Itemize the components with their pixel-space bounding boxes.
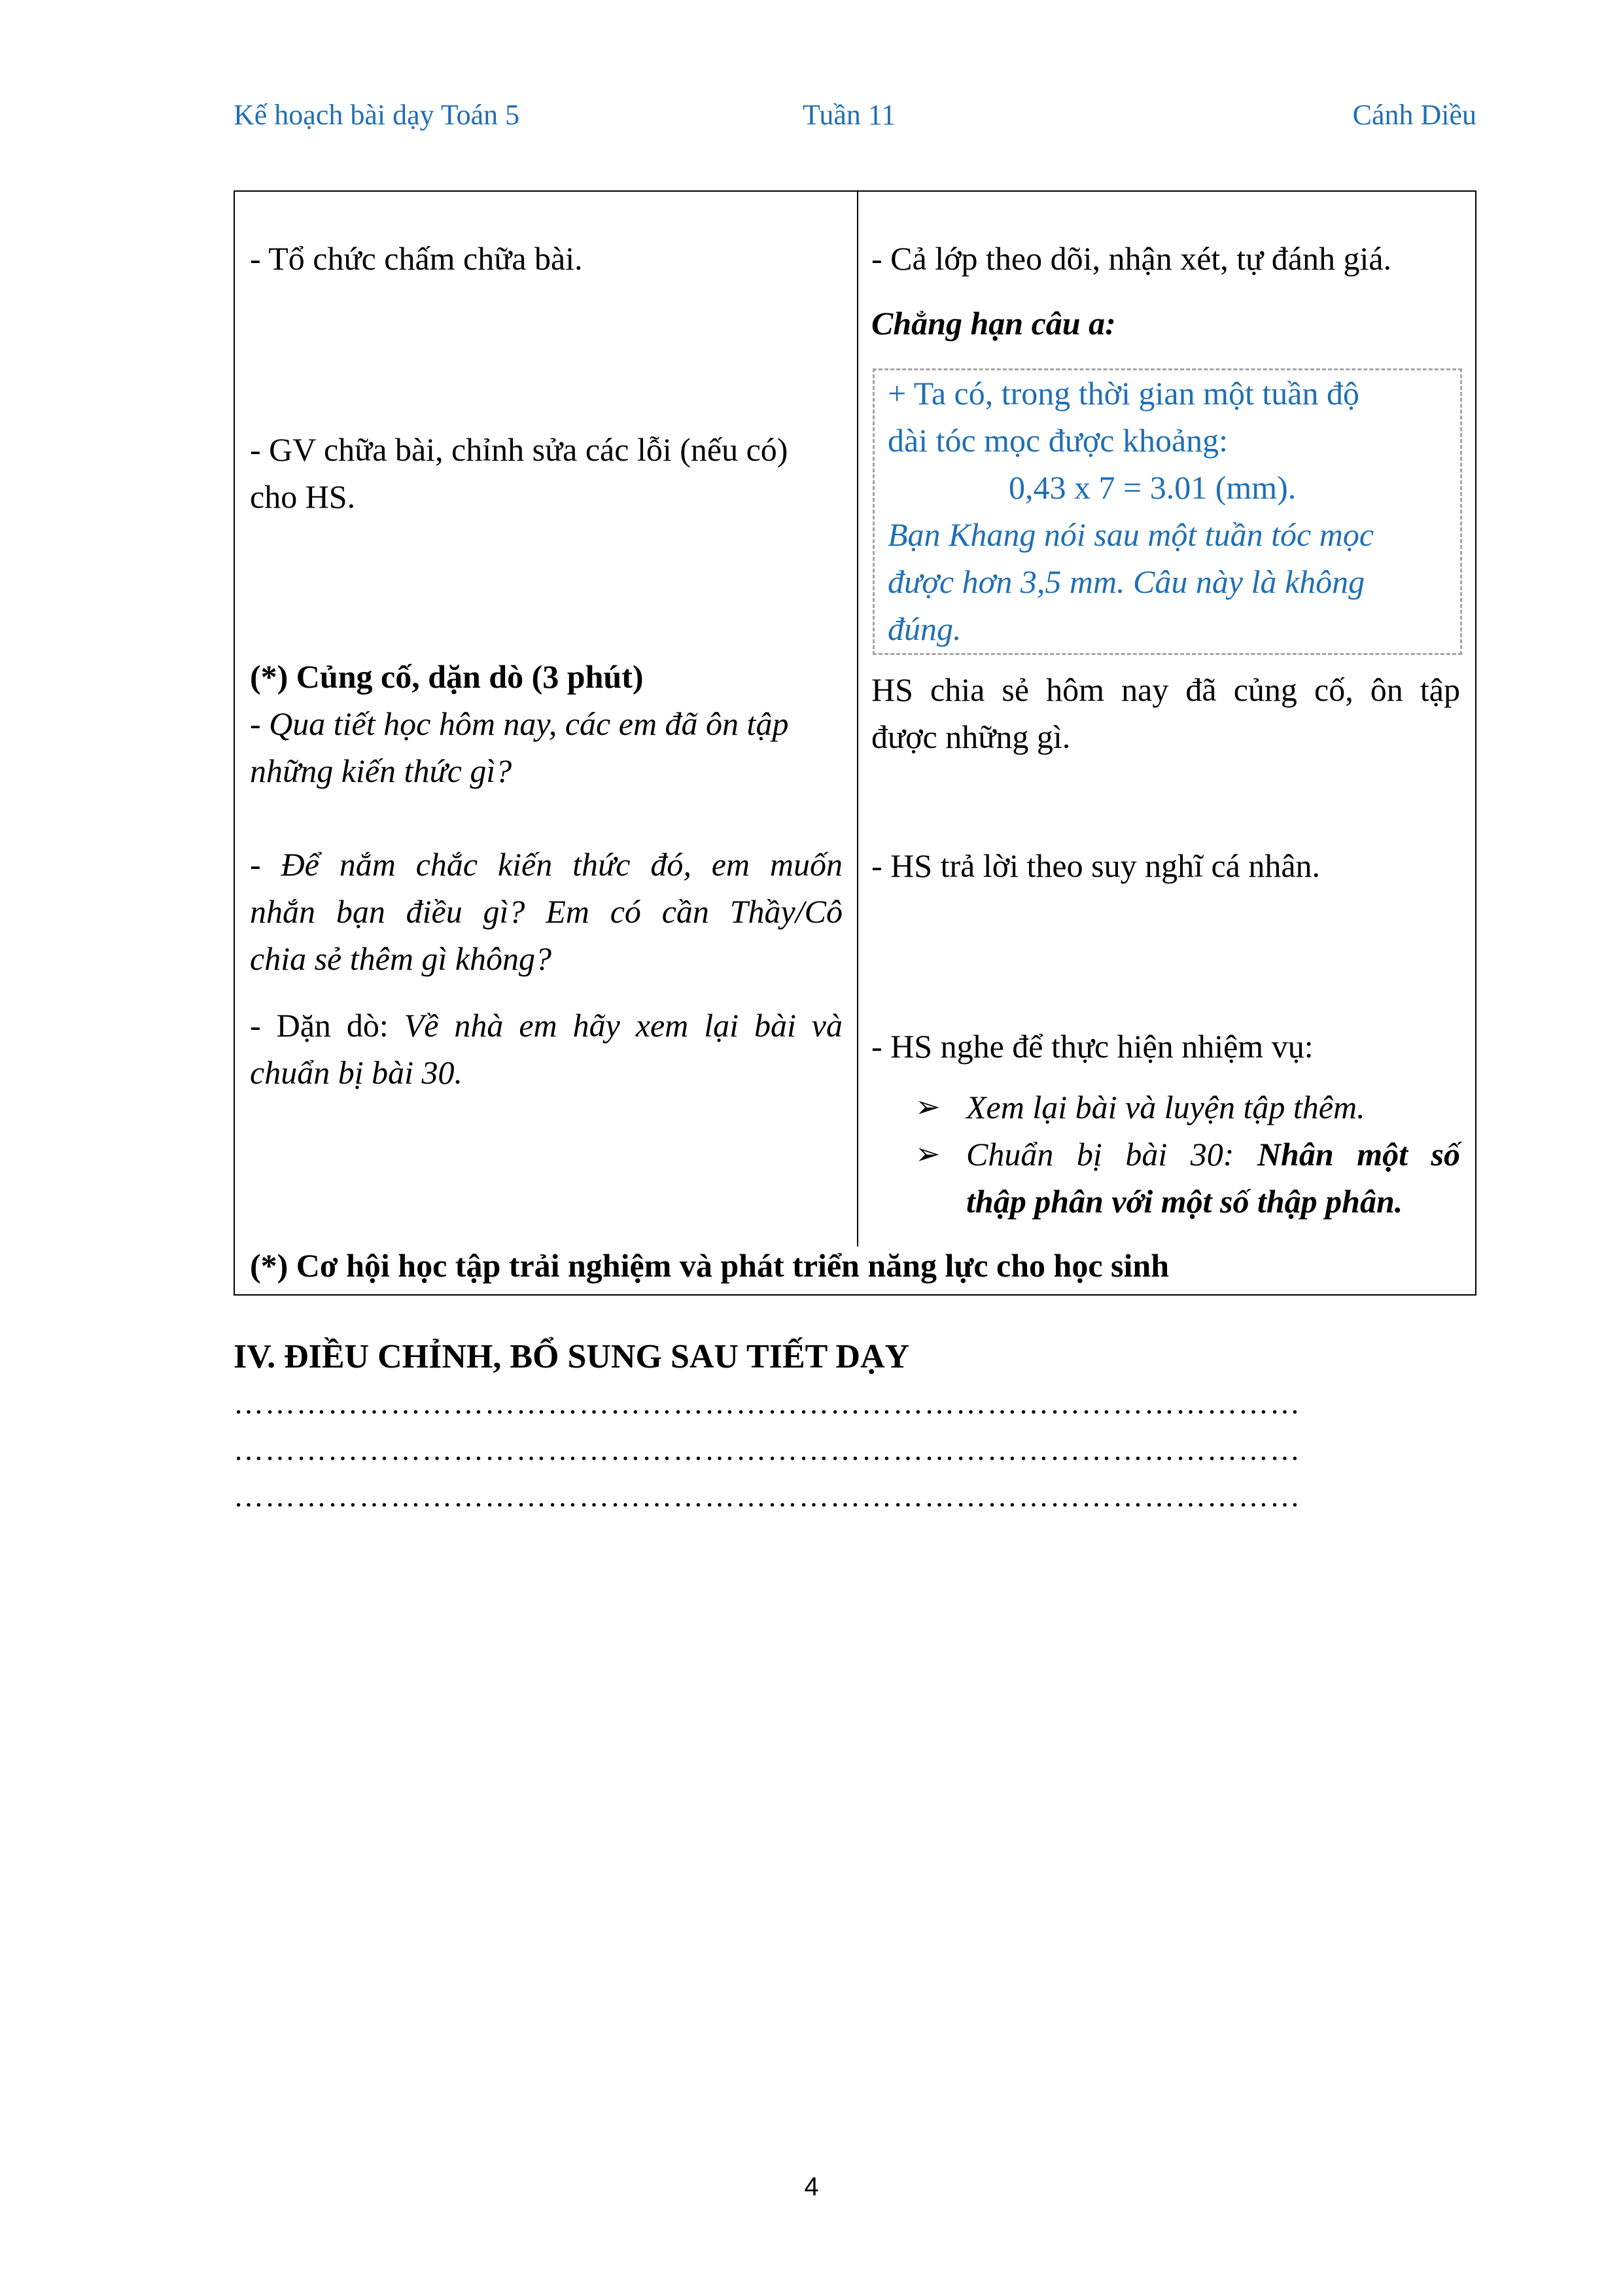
example-line6: đúng. — [888, 610, 962, 647]
bullet2-line2: thập phân với một số thập phân. — [966, 1183, 1403, 1220]
question1-line2: những kiến thức gì? — [250, 752, 512, 789]
example-line1: + Ta có, trong thời gian một tuần độ — [888, 375, 1359, 412]
listen-text: - HS nghe để thực hiện nhiệm vụ: — [871, 1028, 1314, 1065]
example-line4: Bạn Khang nói sau một tuần tóc mọc — [888, 516, 1374, 553]
question1-line1: - Qua tiết học hôm nay, các em đã ôn tập — [250, 705, 789, 742]
question2-line3: chia sẻ thêm gì không? — [250, 940, 552, 977]
header-week: Tuần 11 — [803, 99, 896, 131]
section-title: IV. ĐIỀU CHỈNH, BỔ SUNG SAU TIẾT DẠY — [234, 1338, 910, 1375]
homework-line1 — [250, 1002, 843, 1049]
gv-fix-line2: cho HS. — [250, 478, 356, 515]
consolidate-title: (*) Củng cố, dặn dò (3 phút) — [250, 658, 644, 695]
answer-text: - HS trả lời theo suy nghĩ cá nhân. — [871, 847, 1321, 884]
page-number: 4 — [804, 2172, 819, 2201]
bullet1-text: Xem lại bài và luyện tập thêm. — [966, 1089, 1365, 1125]
example-line5: được hơn 3,5 mm. Câu này là không — [888, 563, 1365, 600]
arrow-bullet-icon: ➢ — [915, 1137, 941, 1171]
gv-fix-line1: - GV chữa bài, chỉnh sửa các lỗi (nếu có) — [250, 431, 788, 468]
question2-line1: - Để nắm chắc kiến thức đó, em muốn — [250, 846, 843, 883]
dotted-line: ………………………………………………………………………………………… — [234, 1433, 1301, 1466]
homework-line2: chuẩn bị bài 30. — [250, 1054, 462, 1091]
page-header — [234, 98, 1476, 137]
table-footer: (*) Cơ hội học tập trải nghiệm và phát triển năng lực cho học sinh — [250, 1247, 1170, 1284]
homework-text: Về nhà em hãy xem lại bài và — [404, 1007, 843, 1044]
dotted-line: ………………………………………………………………………………………… — [234, 1479, 1301, 1513]
example-title: Chẳng hạn câu a: — [871, 305, 1116, 342]
dotted-line: ………………………………………………………………………………………… — [234, 1386, 1301, 1420]
share-line2: được những gì. — [871, 718, 1071, 755]
header-series: Cánh Diều — [1352, 99, 1476, 131]
bullet2-prefix: Chuẩn bị bài 30: — [966, 1136, 1257, 1173]
lesson-table — [234, 190, 1476, 1296]
question2-line2: nhắn bạn điều gì? Em có cần Thầy/Cô — [250, 893, 843, 930]
arrow-bullet-icon: ➢ — [915, 1090, 941, 1123]
class-follow: - Cả lớp theo dõi, nhận xét, tự đánh giá. — [871, 240, 1392, 277]
organize-grading: - Tổ chức chấm chữa bài. — [250, 240, 583, 277]
share-line1: HS chia sẻ hôm nay đã củng cố, ôn tập — [871, 671, 1460, 708]
homework-prefix: - Dặn dò: — [250, 1007, 404, 1044]
column-divider — [857, 192, 858, 1246]
bullet2-line1 — [966, 1131, 1460, 1178]
example-calculation: 0,43 x 7 = 3.01 (mm). — [1009, 469, 1297, 506]
header-lesson-plan: Kế hoạch bài dạy Toán 5 — [234, 99, 520, 131]
example-line2: dài tóc mọc được khoảng: — [888, 422, 1229, 459]
bullet2-bold: Nhân một số — [1257, 1136, 1460, 1173]
